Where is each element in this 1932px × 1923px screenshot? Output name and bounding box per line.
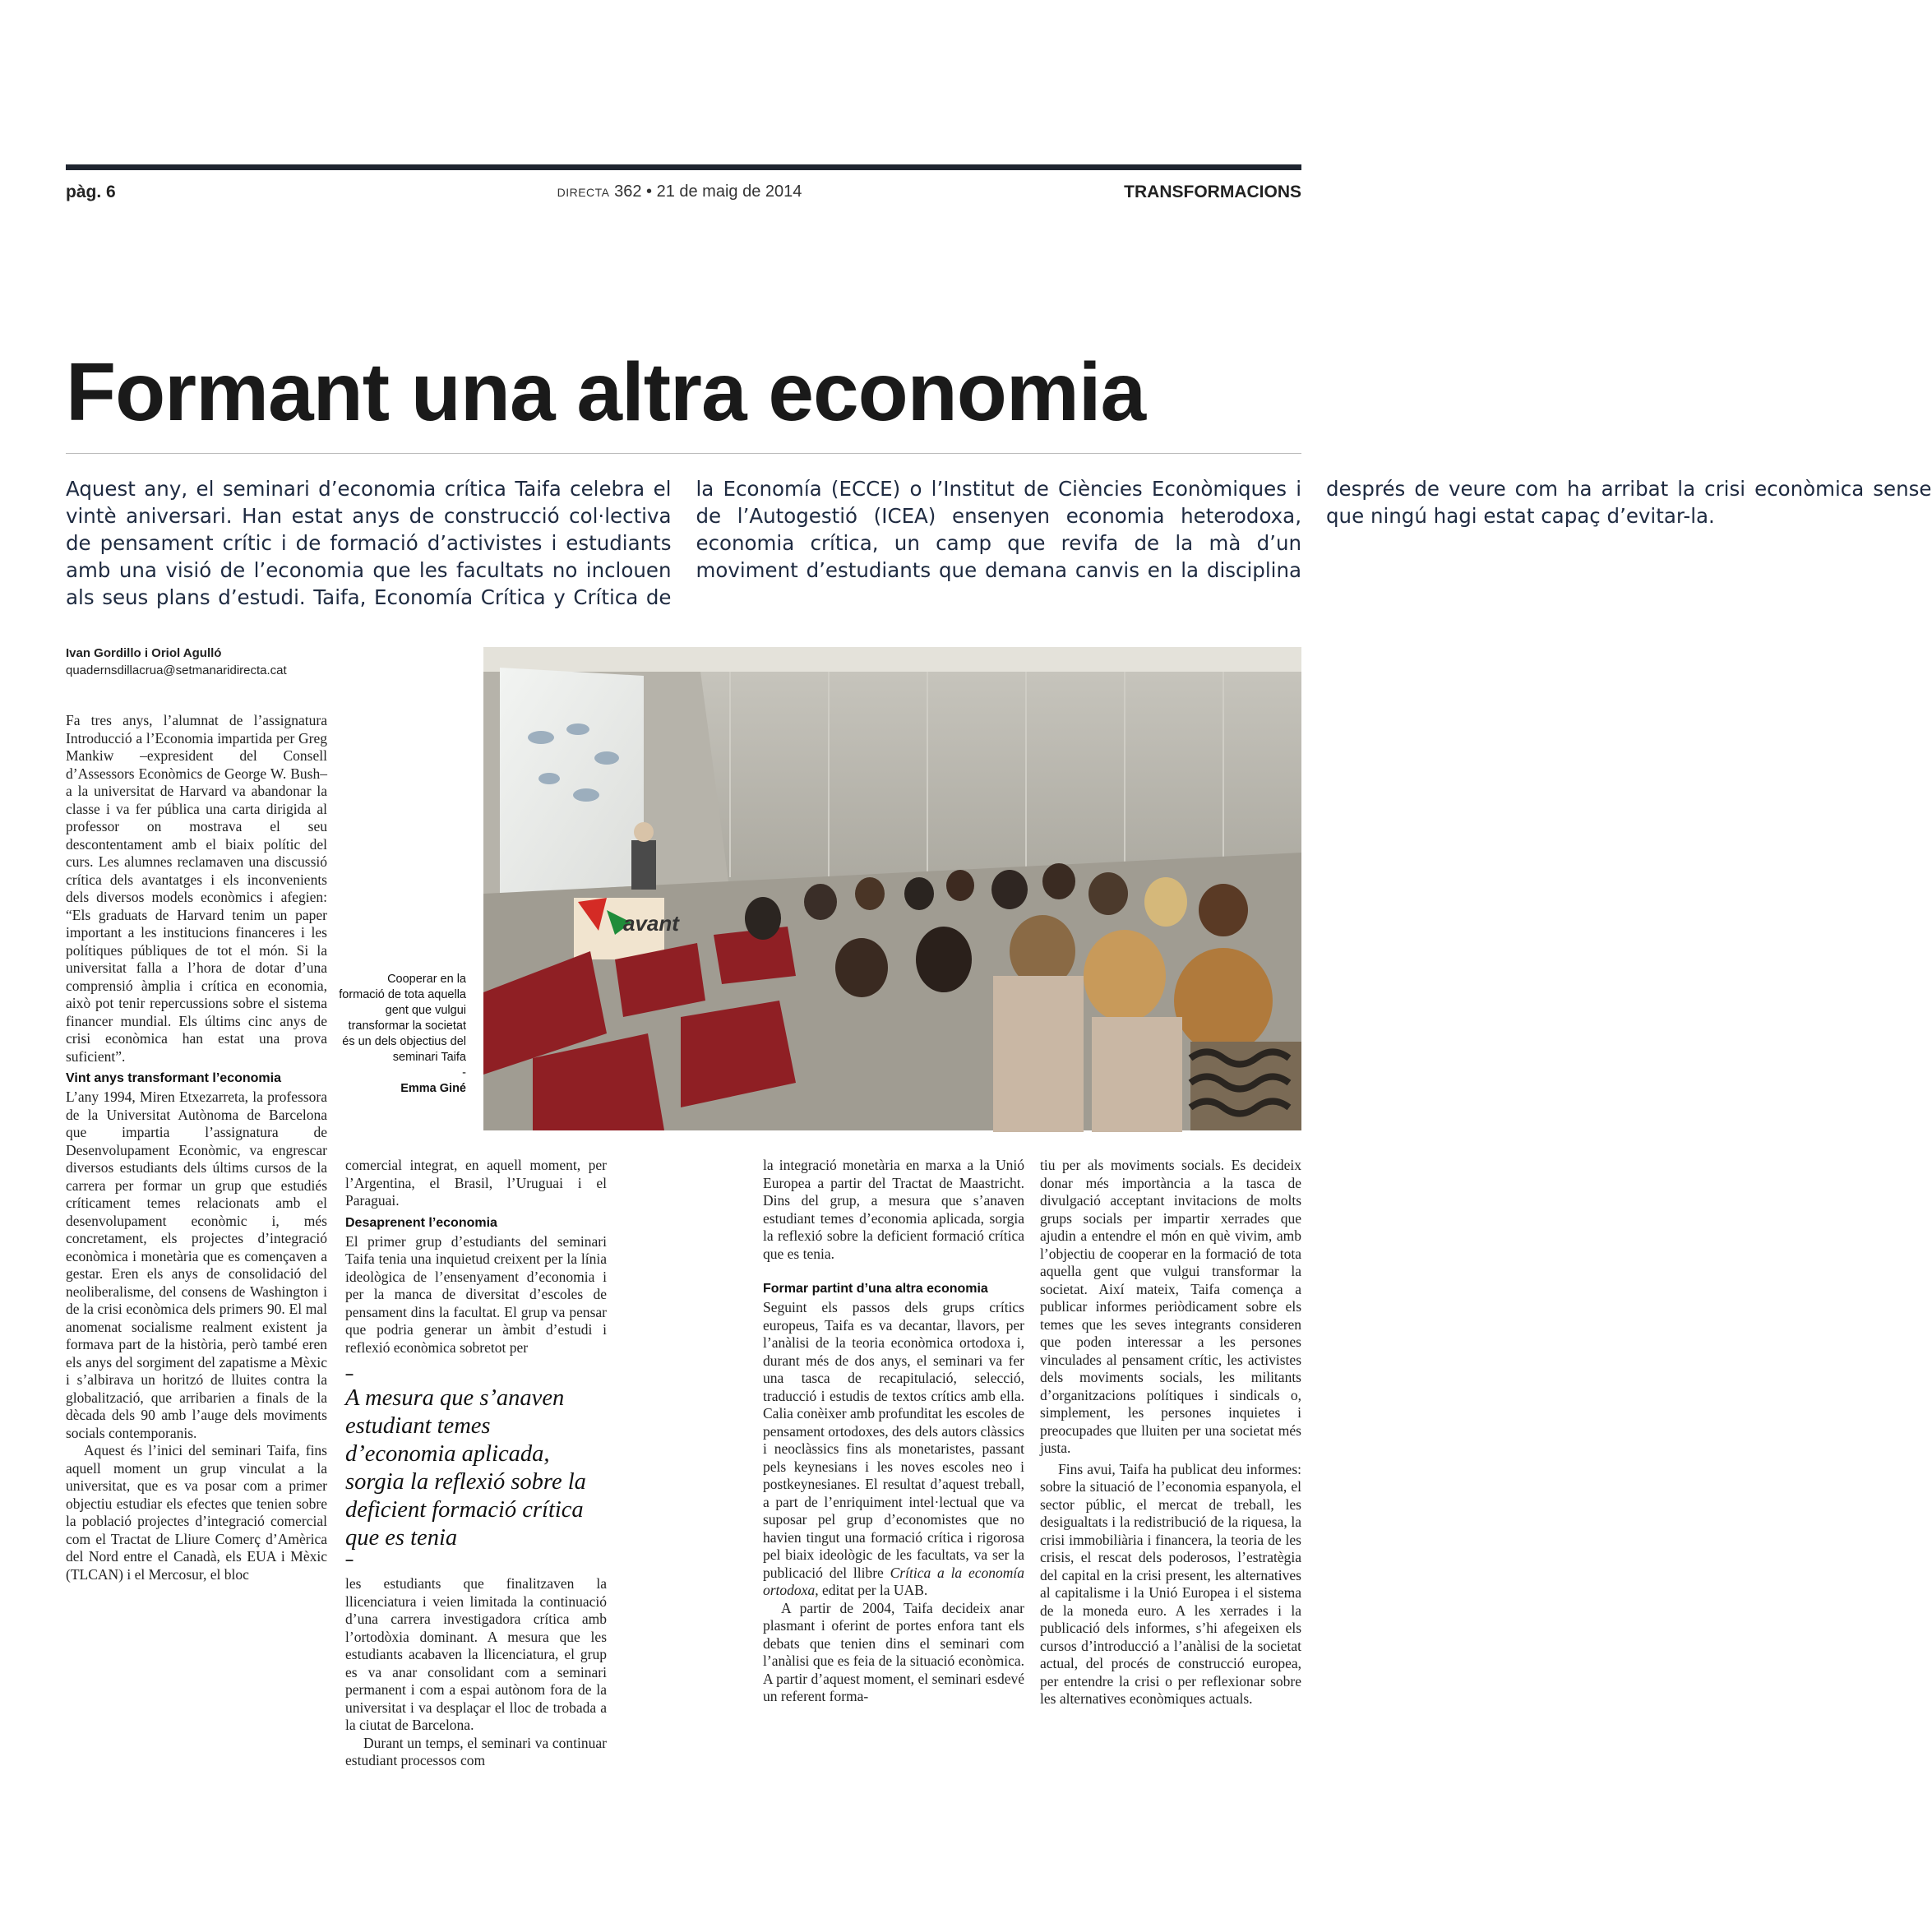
top-rule: [66, 164, 1301, 170]
issue-date: 362 • 21 de maig de 2014: [614, 183, 802, 201]
headline-rule: [66, 453, 1301, 454]
publication-name: DIRECTA: [557, 186, 610, 199]
caption-separator: -: [462, 1066, 466, 1079]
photo-caption: [339, 972, 466, 1097]
byline-authors: Ivan Gordillo i Oriol Agulló: [66, 646, 222, 660]
pull-quote-rule-top: –: [345, 1366, 354, 1382]
col3-paragraph-1: la integració monetària en marxa a la Unió Europea a partir del Tractat de Maastricht. Dins del grup, a mesura que s’anaven estudiant temes d’economia aplicada, sorgia la reflexió sobre la deficient formació crítica que es tenia.: [763, 1157, 1024, 1262]
lead-paragraph: Aquest any, el seminari d’economia crítica Taifa celebra el vintè aniversari. Han estat anys de construcció col·lectiva de pensament crític i de formació d’activistes i estudiants amb una visió de l’economia que les facultats no inclouen als seus plans d’estudi. Taifa, Economía Crítica y Crítica de la Economía (ECCE) o l’Institut de Ciències Econòmiques i de l’Autogestió (ICEA) ensenyen economia heterodoxa, economia crítica, un camp que revifa de la mà d’un moviment d’estudiants que demana canvis en la disciplina després de veure com ha arribat la crisi econòmica sense que ningú hagi estat capaç d’evitar-la.: [66, 477, 1932, 609]
col3-paragraph-2-text: Seguint els passos dels grups crítics europeus, Taifa es va decantar, llavors, per l’anàlisi de la teoria econòmica ortodoxa i, durant més de dos anys, el seminari va fer una tasca de recapitulació, selecció, traducció i estudis de textos crítics amb ella. Calia conèixer amb profunditat les escoles de pensament ortodoxes, des dels autors clàssics i neoclàssics fins als monetaristes, passant pels keynesians i les noves escoles neo i postkeynesianes. El resultat d’aquest treball, a part de l’enriquiment intel·lectual que va suposar pel grup d’economistes que no havien tingut una formació crítica i rigorosa pel biaix ideològic de les facultats, va ser la publicació del llibre: [763, 1299, 1024, 1581]
caption-text: Cooperar en la formació de tota aquella gent que vulgui transformar la societat és un dels objectius del seminari Taifa: [339, 973, 466, 1064]
col1-paragraph-1: Fa tres anys, l’alumnat de l’assignatura Introducció a l’Economia impartida per Greg Mankiw –expresident del Consell d’Assessors Econòmics de George W. Bush– a la universitat de Harvard va abandonar la classe i va fer pública una carta dirigida al professor on mostrava el seu descontentament amb el biaix polític del curs. Les alumnes reclamaven una discussió crítica dels avantatges i els inconvenients dels diversos models econòmics i afegien: “Els graduats de Harvard tenim un paper important a les institucions financeres i les polítiques públiques de tot el món. Si la universitat falla a l’hora de dotar d’una comprensió àmplia i crítica en economia, això pot tenir repercussions sobre el sistema financer mundial. Els últims cinc anys de crisi econòmica han estat una prova suficient”.: [66, 712, 327, 1065]
col1-subheading: Vint anys transformant l’economia: [66, 1071, 281, 1085]
pull-quote: [345, 1366, 607, 1568]
photo-banner-text: avant: [623, 911, 679, 936]
column-1: [66, 712, 327, 1583]
col4-paragraph-2: Fins avui, Taifa ha publicat deu informes: sobre la situació de l’economia espanyola, el sector públic, el mercat de treball, les desigualtats i la redistribució de la riquesa, la crisi immobiliària i financera, la teoria de les crisis, el rescat dels poderosos, l’estratègia del capital en la crisi present, les alternatives al capitalisme i la Unió Europea i el sistema de la moneda euro. A les xerrades i la publicació dels informes, s’hi afegeixen els cursos d’introducció a l’anàlisi de la societat actual, del procés de construcció europea, per entendre la crisi o per reflexionar sobre les alternatives econòmiques actuals.: [1040, 1460, 1301, 1707]
col2-paragraph-4: Durant un temps, el seminari va continuar estudiant processos com: [345, 1734, 607, 1768]
pull-quote-rule-bottom: –: [345, 1551, 354, 1568]
col2-paragraph-1: comercial integrat, en aquell moment, per l’Argentina, el Brasil, l’Uruguai i el Paraguai.: [345, 1157, 607, 1209]
column-3: [763, 1157, 1024, 1706]
col4-paragraph-1: tiu per als moviments socials. Es decideix donar més importància a la tasca de divulgació acceptant invitacions de molts grups socials per impartir xerrades que ajudin a entendre el món en què vivim, amb l’objectiu de cooperar en la formació de tota aquella gent que vulgui transformar la societat. Així mateix, Taifa comença a publicar informes periòdicament sobre els temes que les seves integrants consideren que poden interessar a les persones vinculades al pensament crític, les activistes dels moviments socials, les militants d’organitzacions polítiques i sindicals o, simplement, les persones inquietes i preocupades que lluiten per una societat més justa.: [1040, 1157, 1301, 1456]
page-number: pàg. 6: [66, 183, 116, 201]
book-title: Crítica a la economía ortodoxa: [763, 1564, 1025, 1598]
column-2: [345, 1157, 607, 1770]
headline: Formant una altra economia: [66, 346, 1146, 438]
col3-paragraph-2-end: , editat per la UAB.: [815, 1582, 928, 1598]
pull-quote-text: A mesura que s’anaven estudiant temes d’economia aplicada, sorgia la reflexió sobre la deficient formació crítica que es tenia: [345, 1385, 586, 1551]
col1-paragraph-2: L’any 1994, Miren Etxezarreta, la professora de la Universitat Autònoma de Barcelona que impartia l’assignatura de Desenvolupament Econòmic, va engrescar diversos estudiants dels últims cursos de la carrera per formar un grup que estudiés críticament temes relacionats amb el desenvolupament econòmic i, més concretament, els projectes d’integració econòmica i monetària que es començaven a gestar. Eren els anys de consolidació del neoliberalisme, del consens de Washington i de la crisi econòmica dels primers 90. El mal anomenat socialisme realment existent ja formava part de la història, però també eren els anys del sorgiment del zapatisme a Mèxic i s’albirava un horitzó de lluites contra la globalització, que arribarien a finals de la dècada dels 90 amb l’auge dels moviments socials contemporanis.: [66, 1089, 327, 1441]
byline: [66, 646, 329, 677]
col2-paragraph-3: les estudiants que finalitzaven la llicenciatura i veien limitada la continuació d’una carrera investigadora crítica amb l’ortodòxia dominant. A mesura que les estudiants acabaven la llicenciatura, el grup es va anar consolidant com a seminari permanent i com a espai autònom fora de la universitat i va desplaçar el lloc de trobada a la ciutat de Barcelona.: [345, 1575, 607, 1733]
section-name: TRANSFORMACIONS: [1124, 183, 1301, 201]
column-4: [1040, 1157, 1301, 1708]
byline-email: quadernsdillacrua@setmanaridirecta.cat: [66, 663, 287, 677]
col1-paragraph-3: Aquest és l’inici del seminari Taifa, fins aquell moment un grup vinculat a la universitat, que es va posar com a primer objectiu estudiar els efectes que tenien sobre la població projectes d’integració comercial com el Tractat de Lliure Comerç d’Amèrica del Nord entre el Canadà, els EUA i Mèxic (TLCAN) i el Mercosur, el bloc: [66, 1442, 327, 1583]
col2-paragraph-2: El primer grup d’estudiants del seminari Taifa tenia una inquietud creixent per la línia ideològica de l’ensenyament d’economia i per la manca de diversitat d’escoles de pensament dins la facultat. El grup va pensar que podria generar un àmbit d’estudi i reflexió econòmica sobretot per: [345, 1232, 607, 1356]
col3-paragraph-2: [763, 1299, 1024, 1600]
photo-credit: Emma Giné: [400, 1082, 466, 1095]
col2-subheading: Desaprenent l’economia: [345, 1215, 497, 1230]
col3-paragraph-3: A partir de 2004, Taifa decideix anar plasmant i oferint de portes enfora tant els debats que tenien dins el seminari com l’anàlisi que es feia de la situació econòmica. A partir d’aquest moment, el seminari esdevé un referent forma-: [763, 1599, 1024, 1704]
seminar-photo-illustration: [483, 647, 1301, 1130]
article-photo: [483, 647, 1301, 1130]
col3-subheading: Formar partint d’una altra economia: [763, 1282, 988, 1296]
